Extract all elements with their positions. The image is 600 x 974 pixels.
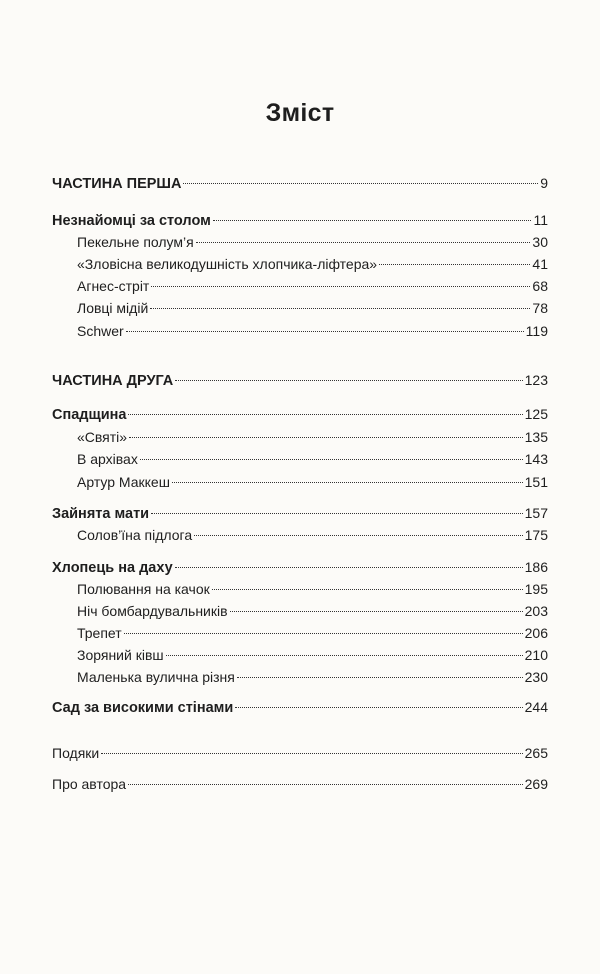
toc-entry-back-matter[interactable] bbox=[52, 774, 548, 794]
dot-leader bbox=[212, 589, 523, 590]
toc-entry-chapter[interactable] bbox=[77, 298, 548, 318]
toc-entry-chapter[interactable] bbox=[77, 321, 548, 341]
toc-label: Про автора bbox=[52, 776, 127, 792]
toc-page-number: 175 bbox=[524, 527, 548, 543]
dot-leader bbox=[151, 286, 530, 287]
toc-entry-chapter[interactable] bbox=[77, 601, 548, 621]
toc-label: Незнайомці за столом bbox=[52, 213, 211, 229]
dot-leader bbox=[213, 220, 532, 221]
toc-entry-chapter[interactable] bbox=[77, 276, 548, 296]
toc-label: Подяки bbox=[52, 745, 100, 761]
dot-leader bbox=[128, 784, 523, 785]
dot-leader bbox=[151, 513, 523, 514]
dot-leader bbox=[196, 242, 531, 243]
toc-page-number: 68 bbox=[532, 278, 548, 294]
dot-leader bbox=[379, 264, 530, 265]
toc-entry-chapter[interactable] bbox=[77, 232, 548, 252]
toc-label: Артур Маккеш bbox=[77, 474, 170, 490]
toc-page-number: 119 bbox=[525, 323, 548, 339]
toc-entry-chapter[interactable] bbox=[77, 667, 548, 687]
toc-label: Маленька вулична різня bbox=[77, 669, 235, 685]
toc-entry-chapter[interactable] bbox=[77, 449, 548, 469]
toc-label: Зоряний ківш bbox=[77, 647, 164, 663]
toc-entry-chapter[interactable] bbox=[77, 579, 548, 599]
toc-label: «Святі» bbox=[77, 429, 128, 445]
toc-label: В архівах bbox=[77, 451, 138, 467]
toc-entry-chapter[interactable] bbox=[77, 623, 548, 643]
dot-leader bbox=[194, 535, 523, 536]
toc-label: Ловці мідій bbox=[77, 300, 149, 316]
toc-page-number: 11 bbox=[533, 212, 548, 228]
toc-label: «Зловісна великодушність хлопчика-ліфтера» bbox=[77, 256, 378, 272]
dot-leader bbox=[140, 459, 523, 460]
dot-leader bbox=[101, 753, 522, 754]
toc-entry-part-2[interactable] bbox=[52, 370, 548, 391]
toc-page-number: 9 bbox=[540, 175, 548, 191]
toc-label: Солов’їна підлога bbox=[77, 527, 193, 543]
toc-entry-chapter[interactable] bbox=[77, 472, 548, 492]
dot-leader bbox=[230, 611, 523, 612]
toc-entry-section[interactable] bbox=[52, 210, 548, 231]
dot-leader bbox=[150, 308, 530, 309]
toc-page-number: 135 bbox=[524, 429, 548, 445]
dot-leader bbox=[235, 707, 522, 708]
dot-leader bbox=[128, 414, 522, 415]
toc-label: Спадщина bbox=[52, 407, 127, 423]
toc-page-number: 143 bbox=[524, 451, 548, 467]
toc-entry-chapter[interactable] bbox=[77, 525, 548, 545]
dot-leader bbox=[166, 655, 523, 656]
dot-leader bbox=[126, 331, 524, 332]
toc-label: ЧАСТИНА ПЕРША bbox=[52, 176, 182, 192]
toc-label: Трепет bbox=[77, 625, 122, 641]
dot-leader bbox=[237, 677, 523, 678]
toc-page-number: 203 bbox=[524, 603, 548, 619]
toc-page-number: 210 bbox=[524, 647, 548, 663]
toc-label: Ніч бомбардувальників bbox=[77, 603, 228, 619]
toc-label: Schwer bbox=[77, 323, 124, 339]
toc-entry-section[interactable] bbox=[52, 557, 548, 578]
dot-leader bbox=[124, 633, 523, 634]
toc-entry-section[interactable] bbox=[52, 404, 548, 425]
toc-page-number: 157 bbox=[524, 505, 548, 521]
toc-label: Пекельне полум’я bbox=[77, 234, 194, 250]
toc-label: Зайнята мати bbox=[52, 506, 150, 522]
toc-page-number: 125 bbox=[524, 406, 548, 422]
toc-page-number: 244 bbox=[524, 699, 548, 715]
dot-leader bbox=[175, 380, 522, 381]
page-title: Зміст bbox=[265, 99, 335, 127]
toc-label: ЧАСТИНА ДРУГА bbox=[52, 373, 174, 389]
toc-entry-section[interactable] bbox=[52, 503, 548, 524]
toc-page-number: 269 bbox=[524, 776, 548, 792]
toc-page-number: 206 bbox=[524, 625, 548, 641]
toc-label: Сад за високими стінами bbox=[52, 700, 234, 716]
toc-page-number: 41 bbox=[532, 256, 548, 272]
toc-page-number: 230 bbox=[524, 669, 548, 685]
dot-leader bbox=[172, 482, 523, 483]
toc-page-number: 30 bbox=[532, 234, 548, 250]
dot-leader bbox=[175, 567, 523, 568]
toc-page-number: 78 bbox=[532, 300, 548, 316]
toc-page-number: 151 bbox=[524, 474, 548, 490]
toc-label: Хлопець на даху bbox=[52, 560, 173, 576]
dot-leader bbox=[129, 437, 523, 438]
toc-label: Полювання на качок bbox=[77, 581, 210, 597]
toc-entry-chapter[interactable] bbox=[77, 427, 548, 447]
toc-entry-section[interactable] bbox=[52, 697, 548, 718]
toc-page-number: 186 bbox=[524, 559, 548, 575]
dot-leader bbox=[183, 183, 538, 184]
toc-entry-part-1[interactable] bbox=[52, 173, 548, 194]
toc-entry-chapter[interactable] bbox=[77, 645, 548, 665]
toc-page-number: 195 bbox=[524, 581, 548, 597]
toc-label: Агнес-стріт bbox=[77, 278, 150, 294]
toc-page-number: 123 bbox=[524, 372, 548, 388]
toc-page-number: 265 bbox=[524, 745, 548, 761]
toc-entry-chapter[interactable] bbox=[77, 254, 548, 274]
toc-entry-back-matter[interactable] bbox=[52, 743, 548, 763]
